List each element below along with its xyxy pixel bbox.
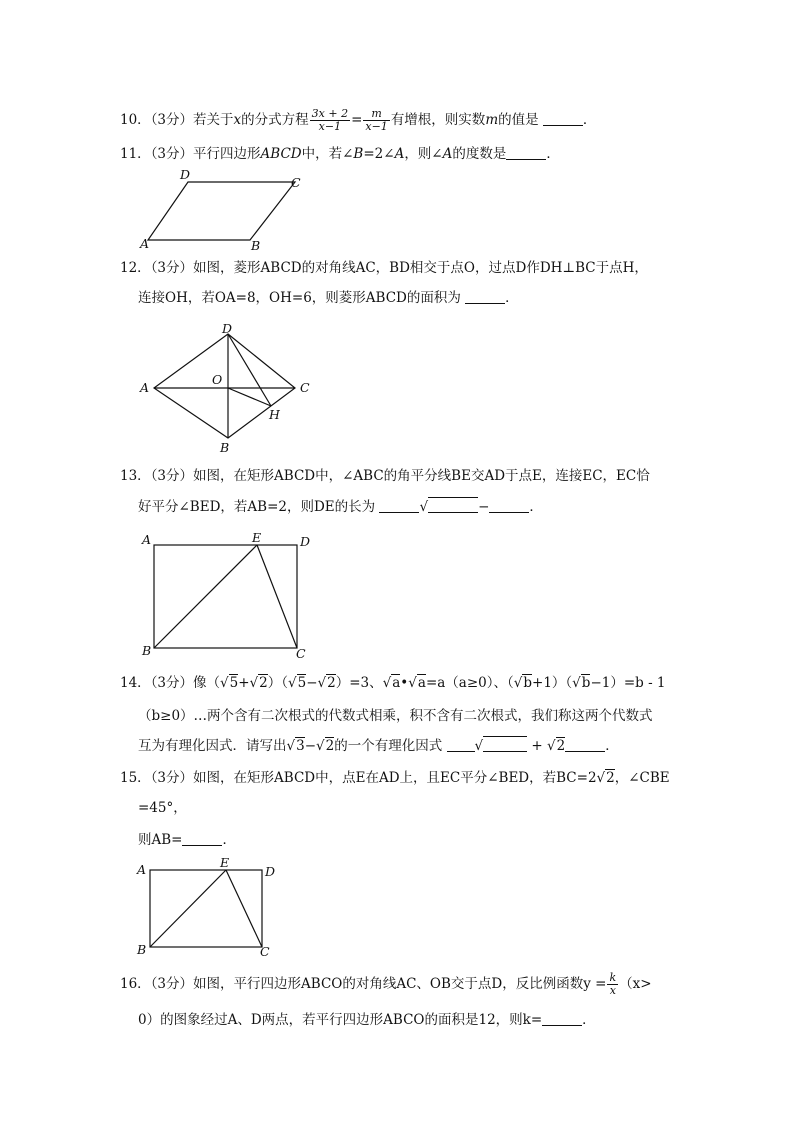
label-A: A bbox=[140, 236, 150, 251]
sqrt-symbol: √ bbox=[474, 738, 484, 754]
radicand: a bbox=[392, 675, 401, 691]
label-E: E bbox=[220, 855, 230, 870]
score: （3分） bbox=[150, 468, 194, 484]
text: 如图，在矩形ABCD中，∠ABC的角平分线BE交AD于点E，连接EC，EC恰 bbox=[193, 468, 650, 484]
radicand: 2 bbox=[556, 738, 566, 754]
text: 的度数是 bbox=[452, 146, 507, 162]
rectangle-figure-13 bbox=[140, 532, 320, 662]
segment-EC bbox=[226, 870, 262, 947]
text: （x> bbox=[619, 976, 652, 992]
dot: • bbox=[400, 675, 409, 691]
answer-blank[interactable] bbox=[465, 289, 505, 304]
question-15-line3 bbox=[138, 830, 236, 850]
label-D: D bbox=[265, 864, 276, 879]
radicand: 3 bbox=[296, 738, 305, 754]
label-O: O bbox=[212, 372, 223, 387]
text: 如图，在矩形ABCD中，点E在AD上，且EC平分∠BED，若BC=2 bbox=[193, 770, 597, 786]
label-C: C bbox=[300, 380, 310, 395]
score: （3分） bbox=[150, 770, 194, 786]
question-number: 14． bbox=[120, 675, 151, 691]
question-12-line2 bbox=[138, 288, 519, 308]
label-E: E bbox=[252, 530, 262, 545]
question-13-line1 bbox=[120, 466, 650, 486]
period: ． bbox=[605, 738, 619, 754]
text: 如图，菱形ABCD的对角线AC，BD相交于点O，过点D作DH⊥BC于点H， bbox=[193, 260, 648, 276]
question-15-line2 bbox=[138, 798, 187, 818]
minus: − bbox=[304, 738, 317, 754]
rectangle-figure-15 bbox=[136, 856, 286, 961]
label-H: H bbox=[269, 407, 280, 422]
label-B: B bbox=[220, 440, 230, 455]
radicand: 2 bbox=[606, 770, 615, 786]
period: ． bbox=[222, 832, 236, 848]
answer-blank[interactable] bbox=[506, 145, 546, 160]
period: ． bbox=[582, 1012, 596, 1028]
text: −1）=b - 1 bbox=[590, 675, 666, 691]
period: ． bbox=[505, 290, 519, 306]
rhombus-shape bbox=[154, 334, 295, 438]
parallelogram-figure bbox=[140, 167, 310, 253]
text: 的一个有理化因式 bbox=[334, 738, 443, 754]
numerator: 3x + 2 bbox=[311, 107, 349, 120]
text: 的分式方程 bbox=[241, 112, 309, 128]
radicand: b bbox=[581, 675, 591, 691]
label-B: B bbox=[137, 942, 147, 957]
answer-blank[interactable] bbox=[542, 1011, 582, 1026]
period: ． bbox=[546, 146, 560, 162]
equals: = bbox=[351, 112, 363, 128]
answer-blank-2[interactable] bbox=[428, 497, 478, 513]
text: 则AB= bbox=[138, 832, 183, 848]
answer-blank[interactable] bbox=[543, 111, 583, 126]
question-13-line2 bbox=[138, 497, 543, 517]
var: m bbox=[485, 112, 499, 128]
label-C: C bbox=[260, 944, 270, 959]
label-C: C bbox=[291, 175, 301, 190]
label-D: D bbox=[300, 534, 311, 549]
fraction-1 bbox=[310, 108, 350, 133]
radicand: a bbox=[417, 675, 426, 691]
score: （3分） bbox=[150, 675, 194, 691]
text: 好平分∠BED，若AB=2，则DE的长为 bbox=[138, 499, 376, 515]
segment-BE bbox=[150, 870, 226, 947]
period: ． bbox=[582, 112, 597, 128]
segment-OH bbox=[228, 388, 271, 406]
sqrt-symbol: √ bbox=[419, 499, 429, 515]
question-14-line3: 互为有理化因式．请写出√3−√2的一个有理化因式 √ + √2 ． bbox=[138, 738, 619, 754]
segment-EC bbox=[257, 545, 297, 648]
score: （3分） bbox=[150, 260, 194, 276]
answer-blank-3[interactable] bbox=[489, 498, 529, 513]
radicand: b bbox=[523, 675, 533, 691]
label-D: D bbox=[180, 167, 191, 182]
denominator: x−1 bbox=[365, 120, 388, 133]
text: ）=3、 bbox=[335, 675, 383, 691]
answer-blank-1[interactable] bbox=[379, 498, 419, 513]
var: A bbox=[394, 146, 405, 162]
rectangle-shape bbox=[150, 870, 262, 947]
question-14-line2 bbox=[138, 706, 653, 726]
text: =2∠ bbox=[363, 146, 395, 162]
label-D: D bbox=[222, 321, 233, 336]
var: ABCD bbox=[260, 146, 302, 162]
numerator: m bbox=[363, 108, 389, 121]
text: =45°， bbox=[138, 800, 187, 816]
segment-BE bbox=[154, 545, 257, 648]
var: B bbox=[353, 146, 364, 162]
text: 连接OH，若OA=8，OH=6，则菱形ABCD的面积为 bbox=[138, 290, 461, 306]
text: ，则∠ bbox=[404, 146, 443, 162]
answer-blank[interactable] bbox=[182, 831, 222, 846]
question-number: 12． bbox=[120, 260, 151, 276]
score: （3分） bbox=[150, 112, 194, 128]
question-16-line2 bbox=[138, 1010, 596, 1030]
answer-blank-3[interactable] bbox=[565, 737, 605, 752]
denominator: x−1 bbox=[318, 120, 342, 133]
text: 有增根，则实数 bbox=[390, 112, 486, 128]
minus: − bbox=[306, 675, 318, 691]
question-number: 16． bbox=[120, 976, 151, 992]
text: ）（ bbox=[267, 675, 288, 691]
plus: + bbox=[531, 738, 543, 754]
text: 互为有理化因式．请写出 bbox=[138, 738, 287, 754]
question-number: 11． bbox=[120, 146, 151, 162]
parallelogram-shape bbox=[148, 182, 295, 240]
label-B: B bbox=[251, 238, 261, 253]
radicand: 5 bbox=[229, 675, 239, 691]
rectangle-shape bbox=[154, 545, 297, 648]
radicand: 2 bbox=[259, 675, 268, 691]
radicand: 2 bbox=[325, 738, 335, 754]
text: 像（ bbox=[193, 675, 221, 691]
score: （3分） bbox=[150, 146, 194, 162]
question-15-line1: 15．（3分）如图，在矩形ABCD中，点E在AD上，且EC平分∠BED，若BC=2√2，∠CBE bbox=[120, 770, 670, 786]
text: 0）的图象经过A、D两点，若平行四边形ABCO的面积是12，则k= bbox=[138, 1012, 543, 1028]
label-A: A bbox=[137, 862, 147, 877]
text: =a（a≥0）、（ bbox=[425, 675, 514, 691]
question-number: 15． bbox=[120, 770, 151, 786]
segment-DH bbox=[228, 334, 271, 406]
label-C: C bbox=[296, 646, 306, 661]
label-A: A bbox=[140, 380, 150, 395]
question-16-line1 bbox=[120, 972, 652, 997]
fraction-k-over-x bbox=[607, 972, 618, 997]
plus: + bbox=[238, 675, 250, 691]
var: A bbox=[442, 146, 453, 162]
question-number: 13． bbox=[120, 468, 151, 484]
period: ． bbox=[529, 499, 543, 515]
question-10 bbox=[120, 108, 596, 133]
question-number: 10． bbox=[120, 112, 151, 128]
text: 如图，平行四边形ABCO的对角线AC、OB交于点D，反比例函数y = bbox=[193, 976, 607, 992]
numerator: k bbox=[609, 971, 617, 984]
denominator: x bbox=[609, 984, 616, 997]
label-A: A bbox=[142, 532, 152, 547]
minus: − bbox=[478, 499, 490, 515]
question-11 bbox=[120, 144, 560, 164]
radicand: 2 bbox=[327, 675, 336, 691]
question-12-line1 bbox=[120, 258, 648, 278]
radicand: 5 bbox=[297, 675, 307, 691]
score: （3分） bbox=[150, 976, 194, 992]
fraction-2 bbox=[363, 108, 389, 133]
answer-blank-1[interactable] bbox=[447, 737, 475, 752]
text: 中，若∠ bbox=[301, 146, 354, 162]
question-14-line1: 14．（3分）像（√5+√2）（√5−√2）=3、√a•√a=a（a≥0）、（√b+1）（√b−1）=b - 1 bbox=[120, 675, 666, 691]
text: 若关于 bbox=[193, 112, 234, 128]
text: （b≥0）…两个含有二次根式的代数式相乘，积不含有二次根式，我们称这两个代数式 bbox=[138, 708, 653, 724]
text: 平行四边形 bbox=[193, 146, 261, 162]
var: x bbox=[233, 112, 242, 128]
text: ，∠CBE bbox=[614, 770, 670, 786]
text: 的值是 bbox=[498, 112, 539, 128]
text: +1）（ bbox=[532, 675, 573, 691]
answer-blank-2[interactable] bbox=[483, 736, 527, 752]
label-B: B bbox=[142, 643, 152, 658]
rhombus-figure bbox=[140, 322, 315, 457]
